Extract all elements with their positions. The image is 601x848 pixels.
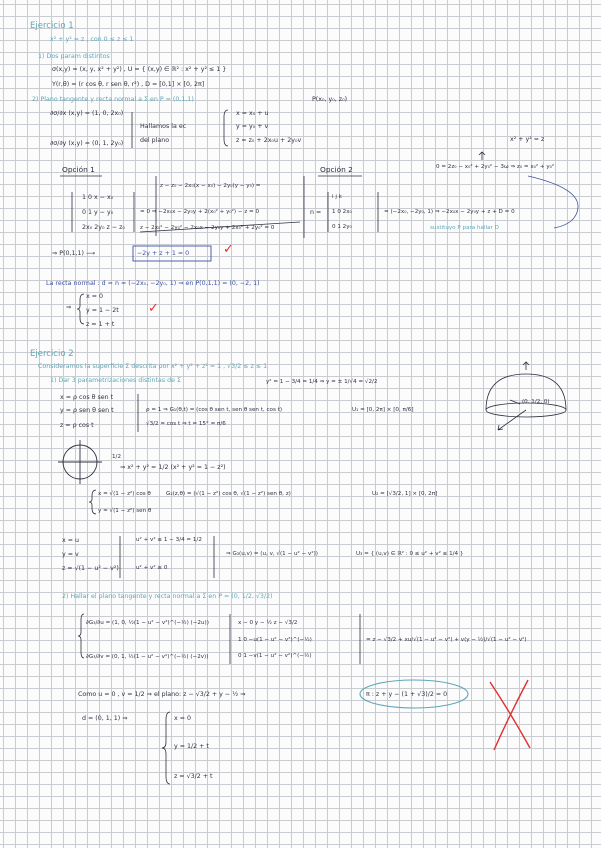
arrow-up xyxy=(479,152,485,160)
ex1-title: Ejercicio 1 xyxy=(30,21,74,31)
ex1-det-row-2: 0 1 y − y₀ xyxy=(82,209,114,216)
ex2-gr-x: x = u xyxy=(62,537,79,544)
ex1-n-result: = (−2x₀, −2y₀, 1) ⇒ −2x₀x − 2y₀y + z + D = 0 xyxy=(384,209,515,215)
hemisphere-diagram xyxy=(486,362,566,430)
ex2-top-right: y² = 1 − 3/4 = 1/4 ⇒ y = ± 1/√4 = √2/2 xyxy=(266,379,378,385)
ex1-det-row-1: 1 0 x − x₀ xyxy=(82,194,114,201)
ex1-strike-line: z − 2x₀² − 2y₀² − 2x₀x − 2y₀y + 2x₀² + 2y₀² = 0 xyxy=(140,225,275,231)
ex2-rho: ρ = 1 ⇒ G₁(θ,t) = (cos θ sen t, sen θ sen t, cos t) xyxy=(146,407,283,413)
ex2-g3: ⇒ G₃(u,v) = (u, v, √(1 − u² − v²)) xyxy=(226,551,318,557)
ex2-ineq-1: u² + v² ≤ 1 − 3/4 = 1/2 xyxy=(136,537,202,543)
ex2-sph-z: z = ρ cos t xyxy=(60,422,94,429)
ex1-sys-1: x = 0 xyxy=(86,293,104,300)
check-icon: ✓ xyxy=(148,301,159,316)
ex1-n-row-3: 0 1 2y₀ xyxy=(332,224,352,230)
ex2-point-label: (0, 1/2, 0) xyxy=(522,399,550,405)
ex1-recta: La recta normal : d = n = (−2x₀, −2y₀, 1) ⇒ en P(0,1,1) = (0, −2, 1) xyxy=(46,280,260,287)
ex2-cyl-x: x = √(1 − z²) cos θ xyxy=(98,491,151,497)
ex1-opcion-2: Opción 2 xyxy=(320,165,353,174)
brace-ex1-system xyxy=(77,294,84,324)
ex2-como: Como u = 0 , v = 1/2 ⇒ el plano: z − √3/2 + y − ½ ⇒ xyxy=(78,691,246,698)
ex2-gr-y: y = v xyxy=(62,551,79,558)
ex1-plane-z: z = z₀ + 2x₀u + 2y₀v xyxy=(236,137,302,144)
ex2-tlim: √3/2 = cos t ⇒ t = 15° = π/6 xyxy=(146,421,226,427)
ex1-general-point: P(x₀, y₀, z₀) xyxy=(312,96,348,103)
ex2-cyl-y: y = √(1 − z²) sen θ xyxy=(98,508,152,514)
ex1-part1: 1) Dos param distintos xyxy=(38,53,110,60)
ex2-sys2-2: y = 1/2 + t xyxy=(174,743,209,750)
ex1-surface: x² + y² = z , con 0 ≤ z ≤ 1 xyxy=(50,36,134,43)
ex1-n-row-2: 1 0 2x₀ xyxy=(332,209,352,215)
ex1-part2: 2) Plano tangente y recta normal a Σ en P = (0,1,1) xyxy=(32,96,194,103)
ex2-oval-text: π : z + y − (1 + √3)/2 = 0 xyxy=(366,691,448,698)
ex1-n-row-1: i j k xyxy=(332,194,342,200)
ex2-title: Ejercicio 2 xyxy=(30,349,74,359)
ex2-half: 1/2 xyxy=(112,454,122,460)
ex2-circle-eq: ⇒ x² + y² = 1/2 (x² + y² = 1 − z²) xyxy=(120,464,226,471)
ex2-u1: U₁ = [0, 2π] × [0, π/6] xyxy=(352,407,414,413)
arrow-curve xyxy=(528,176,578,228)
ex2-u3: U₃ = { (u,v) ∈ ℝ² : 0 ≤ u² + v² ≤ 1/4 } xyxy=(356,551,464,557)
ex1-sustituyo: sustituyo P para hallar D xyxy=(430,225,499,231)
ex2-statement: Consideramos la superficie Σ descrita por x² + y² + z² = 1 , √3/2 ≤ z ≤ 1 xyxy=(38,363,268,370)
brace-ex2-system xyxy=(162,712,170,784)
ex1-dsdy: ∂σ/∂y (x,y) = (0, 1, 2y₀) xyxy=(50,140,124,147)
ex1-param2: Y(r,θ) = (r cos θ, r sen θ, r²) , D = [0,1] × [0, 2π] xyxy=(52,81,205,88)
ex1-result-p: ⇒ P(0,1,1) ⟶ xyxy=(52,250,96,257)
ex1-hallamos-1: Hallamos la ec xyxy=(140,123,187,130)
big-x-mark xyxy=(490,680,530,750)
ex1-condition: x² + y² = z xyxy=(510,136,545,143)
ex2-dir: d = (0, 1, 1) ⇒ xyxy=(82,715,128,722)
ex1-sys-arrow: ⇒ xyxy=(66,304,72,311)
ex2-gr-z: z = √(1 − u² − v²) xyxy=(62,565,119,572)
ex1-det-result: = 0 ⇒ −2x₀x − 2y₀y + 2(x₀² + y₀²) − z = 0 xyxy=(140,209,260,215)
brace-ex1-plane xyxy=(224,110,228,146)
ex1-right-eq: 0 = 2z₀ − x₀² + 2y₀² − 3ω ⇒ z₀ = x₀² + y₀² xyxy=(436,164,555,170)
ex1-mid-eq: z − z₀ − 2x₀(x − x₀) − 2y₀(y − y₀) = xyxy=(160,183,261,189)
ex1-plane-y: y = y₀ + v xyxy=(236,123,269,130)
brace-ex2-cylindrical xyxy=(89,490,96,514)
ex2-sys2-3: z = √3/2 + t xyxy=(174,773,213,780)
ex1-hallamos-2: del plano xyxy=(140,137,170,144)
circle-diagram xyxy=(58,440,102,484)
ex2-sys2-1: x = 0 xyxy=(174,715,192,722)
ex1-dsdx: ∂σ/∂x (x,y) = (1, 0, 2x₀) xyxy=(50,110,124,117)
ex1-opcion-1: Opción 1 xyxy=(62,165,95,174)
ex1-sys-2: y = 1 − 2t xyxy=(86,307,119,314)
brace-ex2-partials xyxy=(78,614,84,658)
ex2-sph-y: y = ρ sen θ sen t xyxy=(60,407,114,414)
ex1-sys-3: z = 1 + t xyxy=(86,321,115,328)
ex2-dgv: ∂G₃/∂v = (0, 1, ½(1 − u² − v²)^(−½) (−2v)) xyxy=(86,654,209,660)
ex1-plane-box: −2y + z + 1 = 0 xyxy=(137,250,190,257)
ex2-g2: G₂(z,θ) = (√(1 − z²) cos θ, √(1 − z²) sen θ, z) xyxy=(166,491,291,497)
ex2-det2-row-2: 1 0 −u(1 − u² − v²)^(−½) xyxy=(238,637,312,643)
ex1-param1: σ(x,y) = (x, y, x² + y²) , U = { (x,y) ∈ ℝ² : x² + y² ≤ 1 } xyxy=(52,66,227,73)
ex1-plane-x: x = x₀ + u xyxy=(236,110,269,117)
ex2-dgu: ∂G₃/∂u = (1, 0, ½(1 − u² − v²)^(−½) (−2u)) xyxy=(86,620,209,626)
ex1-normal-n: n = xyxy=(310,209,322,216)
check-icon: ✓ xyxy=(223,242,234,257)
ex2-sph-x: x = ρ cos θ sen t xyxy=(60,394,114,401)
ex2-det2-result: = z − √3/2 + xu/√(1 − u² − v²) + v(y − ½)/√(1 − u² − v²) xyxy=(366,637,527,643)
ex2-part1: 1) Dar 3 parametrizaciones distintas de Σ xyxy=(50,377,181,384)
ex2-det2-row-3: 0 1 −v(1 − u² − v²)^(−½) xyxy=(238,653,312,659)
ex2-u2: U₂ = [√3/2, 1] × [0, 2π] xyxy=(372,491,438,497)
ex2-det2-row-1: x − 0 y − ½ z − √3/2 xyxy=(238,620,298,626)
ex1-det-row-3: 2x₀ 2y₀ z − z₀ xyxy=(82,224,125,231)
ex2-ineq-2: u² + v² ≥ 0 xyxy=(136,565,168,571)
ex2-part2: 2) Hallar el plano tangente y recta normal a Σ en P = (0, 1/2, √3/2) xyxy=(62,593,273,600)
